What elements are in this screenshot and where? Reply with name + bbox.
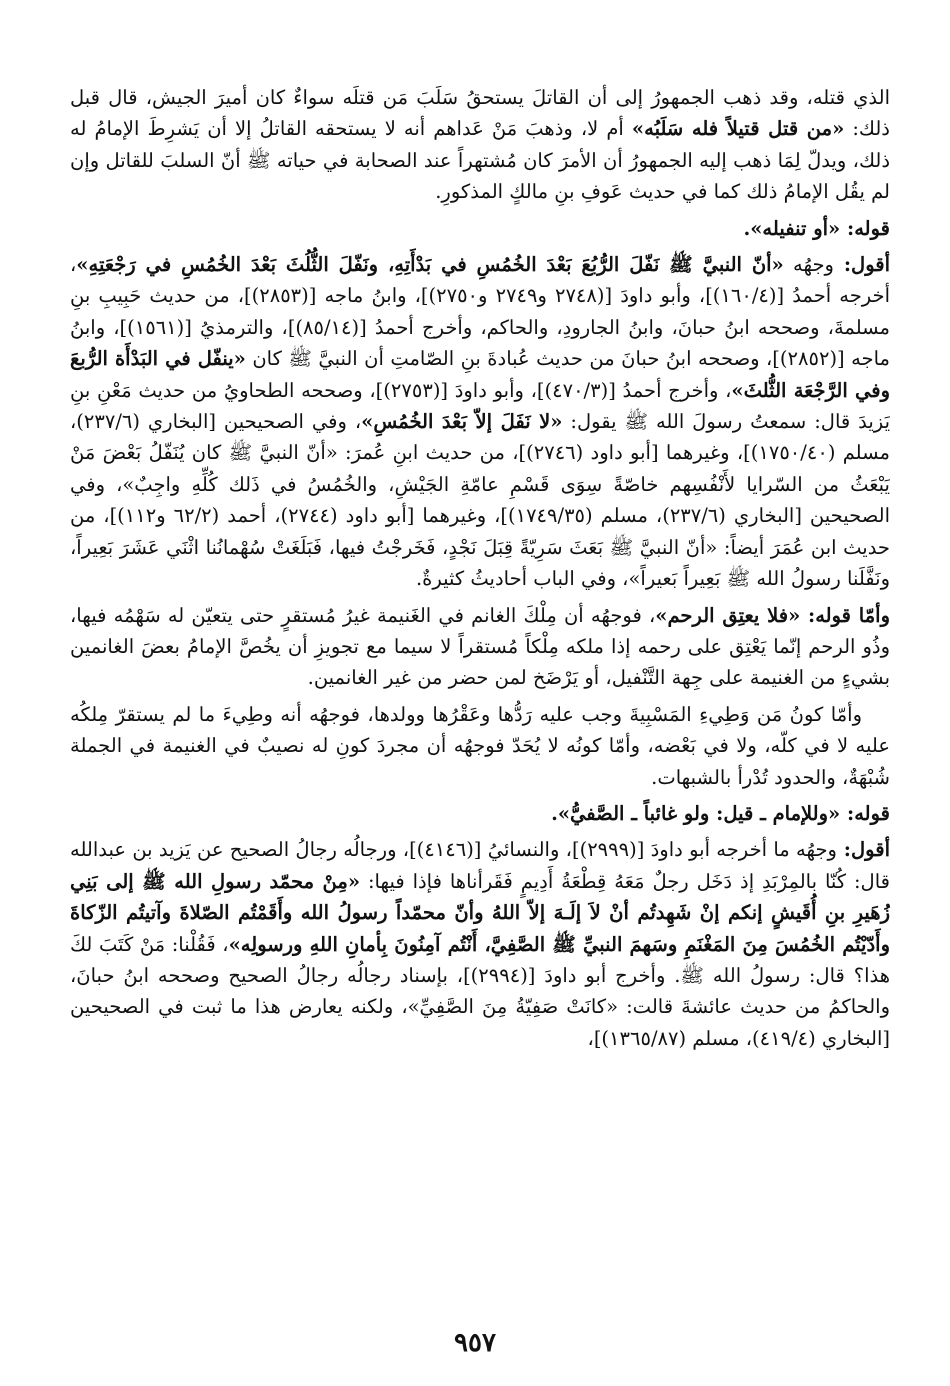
bold-text-segment: قوله: «وللإمام ـ قيل: ولو غائباً ـ الصَّفيُّ». [551,801,890,825]
bold-text-segment: وأمّا قوله: «فلا يعتِق الرحم» [655,603,890,627]
text-segment: وأمّا كونُ مَن وَطِيءِ المَسْبِيةَ وجب عليه رَدُّها وعَقْرُها وولدها، فوجهُه أنه وطِيءَ ما لم يستقرّ مِلكُه عليه لا في كلّه، ولا في بَعْضه، وأمّا كونُه لا يُحَدّ فوجهُه أن مجردَ كونِ له نصيبٌ في الغنيمة في الجملة شُبْهَةٌ، والحدود تُدْرأ بالشبهات. [70,702,890,789]
paragraph-p5 [70,699,890,793]
paragraph-p2 [70,213,890,244]
text-segment: وجهُه ما أخرجه أبو داودَ [(٢٩٩٩)]، والنسائيُ [(٤١٤٦)]، ورجالُه رجالُ الصحيح عن يَزيد بن عبدالله قال: كُنّا بالمِرْبَدِ إذ دَخَل رجلٌ مَعَهُ قِطْعَةُ أَدِيمٍ فَقَرأناها فإذا فيها: [70,838,890,893]
bold-text-segment: أقول: [836,838,890,862]
text-segment: ، فَقُلْنا: مَنْ كَتَبَ لكَ هذا؟ قال: رسولُ الله ﷺ. وأخرج أبو داودَ [(٢٩٩٤)]، بإسناد رجالُه رجالُ الصحيح وصححه ابنُ حبانَ، والحاكمُ من حديث عائشةَ قالت: «كانَتْ صَفِيّةُ مِنَ الصَّفِيِّ»، ولكنه يعارض هذا ما ثبت في الصحيحين [البخاري (٤١٩/٤)، مسلم (١٣٦٥/٨٧)]، [70,932,890,1050]
bold-text-segment: «مِنْ محمّد رسولِ الله ﷺ إلى بَنِي زُهَيرِ بنِ أُقَيشٍ إنكم إنْ شَهِدتُم أنْ لاَ إلَـهَ إلاّ اللهُ وأنّ محمّداً رسولُ الله وأَقَمْتُم الصّلاةَ وآتيتُم الزّكاةَ وأَدّيْتُم الخُمُسَ مِنَ المَغْنَمِ وسَهمَ النبيِّ ﷺ الصَّفِيَّ، أَنْتُم آمِنُونَ بِأمانِ اللهِ ورسولِه» [70,869,890,956]
paragraph-p4 [70,600,890,694]
page-number: ٩٥٧ [454,1328,496,1358]
bold-text-segment: «لا نَفَلَ إلاّ بَعْدَ الخُمُسِ» [361,410,563,434]
bold-text-segment: «ينفّل في البَدْأَة الرُّبعَ وفي الرَّجْعَة الثُّلثَ» [70,347,890,402]
paragraph-p1 [70,82,890,208]
text-segment: ، وأخرج أحمدُ [(٤٧٠/٣)]، وأبو داودَ [(٢٧٥٣)]، وصححه الطحاويُ من حديث مَعْنِ بنِ يَزيدَ قال: سمعتُ رسولَ الله ﷺ يقول: [70,378,890,434]
page-content [70,82,890,1054]
document-page [70,82,890,1372]
paragraph-p7 [70,834,890,1054]
text-segment: ، أخرجه أحمدُ [(١٦٠/٤)]، وأبو داودَ [(٢٧٤٨ و٢٧٤٩ و٢٧٥٠)]، وابنُ ماجه [(٢٨٥٣)]، من حديث حَبِيبِ بنِ مسلمةَ، وصححه ابنُ حبانَ، وابنُ الجارودِ، والحاكم، وأخرج أحمدُ [(٨٥/١٤)]، والترمذيُ [(١٥٦١)]، وابنُ ماجه [(٢٨٥٢)]، وصححه ابنُ حبانَ من حديث عُبادةَ بنِ الصّامتِ أن النبيَّ ﷺ كان [70,253,890,371]
text-segment: وجهُه [783,253,834,277]
bold-text-segment: «من قتل قتيلاً فله سَلَبُه» [631,117,845,141]
paragraph-p6 [70,798,890,829]
text-segment: ، فوجهُه أن مِلْكَ الغانم في الغَنيمة غيرُ مُستقرٍ حتى يتعيّن له سَهْمُه فيها، وذُو الرحم إنّما يَعْتِق على رحمه إذا ملكه مِلْكاً مُستقراً لا سيما مع تجويزِ أن يخُصَّ الإمامُ بعضَ الغانمين بشيءٍ من الغنيمة على جِهة التَّنْفيل، أو يَرْضَخ لمن حضر من غير الغانمين. [70,603,890,690]
text-segment: ، وفي الصحيحين [البخاري (٢٣٧/٦)، مسلم (١٧٥٠/٤٠)]، وغيرهما [أبو داود (٢٧٤٦)]، من حديث ابنِ عُمرَ: «أنّ النبيَّ ﷺ كان يُنَفّلُ بَعْضَ مَنْ يَبْعَثُ من السّرايا لأَنْفُسِهم خاصّةً سِوَى قَسْمِ عامّةِ الجَيْشِ، والخُمُسُ في ذَلك كُلِّهِ واجِبٌ»، وفي الصحيحين [البخاري (٢٣٧/٦)، مسلم (١٧٤٩/٣٥)]، وغيرهما [أبو داود (٢٧٤٤)، أحمد (٦٢/٢ و١١٢)]، من حديث ابن عُمَرَ أيضاً: «أنّ النبيَّ ﷺ بَعَثَ سَرِيّةً قِبَلَ نَجْدٍ، فَخَرجْتُ فيها، فَبَلَغَتْ سُهْمانُنا اثْنَي عَشَرَ بَعِيراً، ونَفَّلَنا رسولُ الله ﷺ بَعِيراً بَعيراً»، وفي الباب أحاديثُ كثيرةٌ. [70,410,890,591]
bold-text-segment: أقول: [833,253,890,277]
text-segment: الذي قتله، وقد ذهب الجمهورُ إلى أن القاتلَ يستحقُ سَلَبَ مَن قتلَه سواءٌ كان أميرَ الجيش، قال قبل ذلك: [70,86,890,141]
paragraph-p3 [70,249,890,594]
text-segment: أم لا، وذهبَ مَنْ عَداهم أنه لا يستحقه القاتلُ إلا أن يَشرِطَ الإمامُ له ذلك، ويدلّ لِمَا ذهب إليه الجمهورُ أن الأمرَ كان مُشتهراً عند الصحابة في حياته ﷺ أنّ السلبَ للقاتل وإن لم يقُل الإمامُ ذلك كما في حديث عَوفِ بنِ مالكٍ المذكورِ. [70,117,890,204]
bold-text-segment: قوله: «أو تنفيله». [743,216,890,240]
bold-text-segment: «أنّ النبيَّ ﷺ نَفّلَ الرُّبُعَ بَعْدَ الخُمُسِ في بَدْأَتِهِ، ونَفّلَ الثُّلُثَ بَعْدَ الخُمُسِ في رَجْعَتِهِ» [76,253,784,277]
